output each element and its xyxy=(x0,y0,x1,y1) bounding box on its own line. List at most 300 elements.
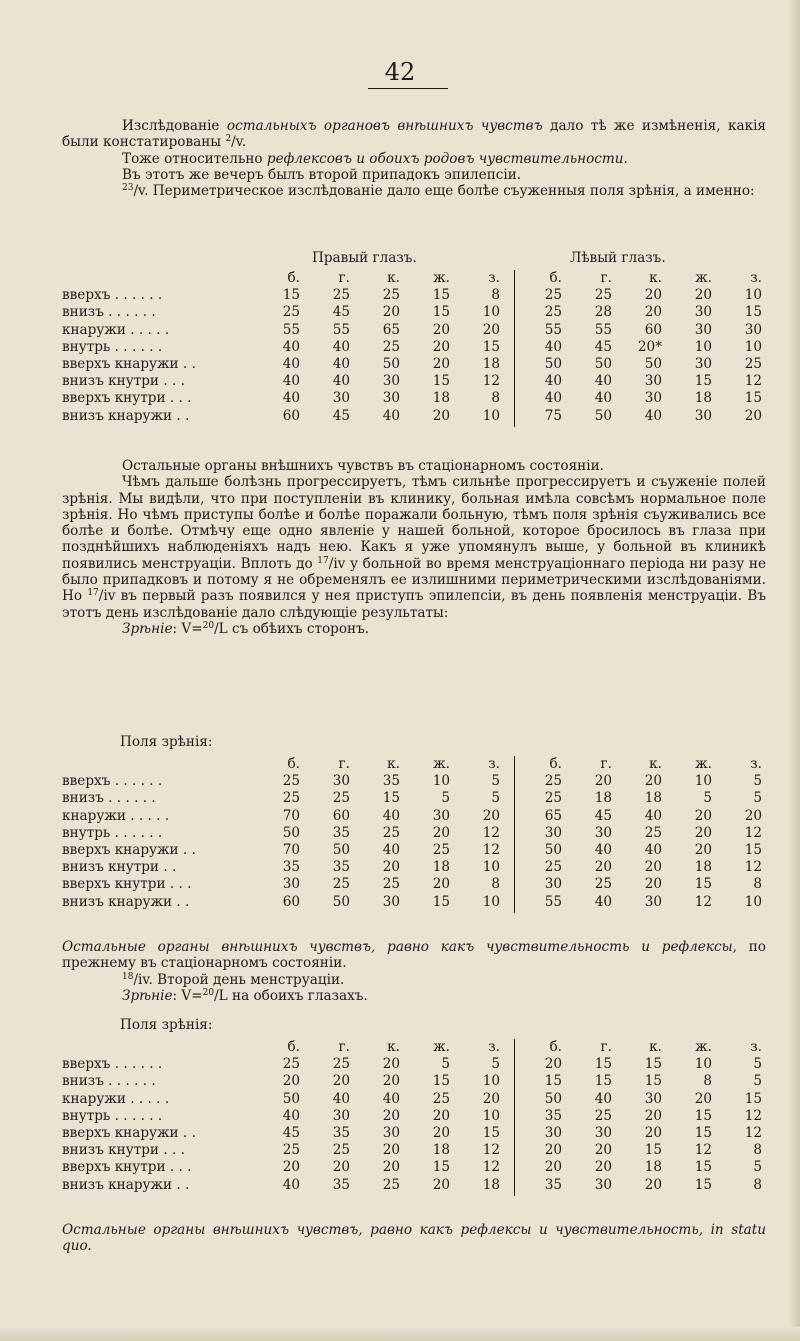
cell-left: 12 xyxy=(744,1125,762,1141)
row-label: внизъ кнаружи . . xyxy=(62,1176,190,1193)
cell-right: 35 xyxy=(332,824,350,841)
table-row xyxy=(62,1091,774,1108)
cell-left: 18 xyxy=(644,1159,662,1176)
page-bottom-shadow xyxy=(0,1327,800,1341)
middle-paragraphs xyxy=(62,458,766,637)
col-header-right-0: б. xyxy=(287,1039,300,1055)
cell-right: 12 xyxy=(482,373,500,390)
table-row xyxy=(62,1073,774,1090)
cell-left: 20 xyxy=(644,773,662,790)
cell-left: 5 xyxy=(753,1056,762,1073)
paragraphs_3-p2: Зрѣніе: V=$^{20}$/L на обоихъ глазахъ. xyxy=(122,987,368,1004)
cell-right: 20 xyxy=(282,1159,300,1176)
cell-right: 15 xyxy=(432,304,450,321)
table-row xyxy=(62,373,774,390)
cell-right: 20 xyxy=(332,1073,350,1090)
paragraphs_1-p1: Тоже относительно рефлексовъ и обоихъ родовъ чувствительности. xyxy=(122,150,628,167)
visual-field-table-1 xyxy=(62,270,774,450)
cell-left: 30 xyxy=(644,893,662,910)
row-label: кнаружи . . . . . xyxy=(62,1090,170,1107)
cell-left: 40 xyxy=(594,1090,612,1107)
cell-left: 15 xyxy=(744,304,762,321)
cell-right: 5 xyxy=(491,773,500,790)
col-header-left-0: б. xyxy=(549,756,562,772)
paragraphs_4-p0: Остальные органы внѣшнихъ чувствъ, равно какъ рефлексы и чувствительность, in statu quo. xyxy=(62,1222,766,1255)
cell-right: 20 xyxy=(482,1090,500,1107)
col-header-left-4: з. xyxy=(750,756,762,772)
cell-left: 15 xyxy=(594,1073,612,1090)
cell-right: 20 xyxy=(432,876,450,893)
cell-left: 75 xyxy=(544,407,562,424)
cell-left: 18 xyxy=(694,859,712,876)
cell-right: 55 xyxy=(282,321,300,338)
cell-right: 40 xyxy=(382,807,400,824)
cell-right: 40 xyxy=(332,356,350,372)
cell-left: 50 xyxy=(644,356,662,372)
table-row xyxy=(62,1142,774,1159)
cell-left: 12 xyxy=(744,859,762,876)
cell-right: 5 xyxy=(441,790,450,807)
cell-left: 12 xyxy=(694,893,712,910)
row-label: кнаружи . . . . . xyxy=(62,321,170,338)
col-header-left-2: к. xyxy=(649,270,662,286)
cell-right: 20 xyxy=(432,1107,450,1124)
row-label: вверхъ кнаружи . . xyxy=(62,356,196,372)
cell-left: 50 xyxy=(544,1090,562,1107)
cell-right: 30 xyxy=(332,390,350,407)
cell-right: 12 xyxy=(482,824,500,841)
table-row xyxy=(62,808,774,825)
row-label: внизъ кнаружи . . xyxy=(62,893,190,910)
cell-left: 20 xyxy=(644,287,662,304)
cell-left: 25 xyxy=(544,287,562,304)
cell-right: 40 xyxy=(282,356,300,372)
cell-left: 30 xyxy=(544,876,562,893)
cell-left: 20 xyxy=(694,824,712,841)
cell-left: 30 xyxy=(644,373,662,390)
table-row xyxy=(62,408,774,425)
cell-right: 70 xyxy=(282,842,300,858)
cell-left: 40 xyxy=(544,338,562,355)
col-header-right-4: з. xyxy=(488,270,500,286)
visual-fields-caption-3: Поля зрѣнія: xyxy=(120,1017,213,1033)
table-row xyxy=(62,1056,774,1073)
cell-right: 20 xyxy=(432,356,450,372)
cell-left: 30 xyxy=(744,321,762,338)
cell-left: 40 xyxy=(544,373,562,390)
cell-right: 20 xyxy=(482,807,500,824)
cell-right: 5 xyxy=(441,1056,450,1073)
table-row xyxy=(62,876,774,893)
paragraphs_2-p1: Чѣмъ дальше болѣзнь прогрессируетъ, тѣмъ сильнѣе прогрессируетъ и съуженіе полей зрѣнія. Мы видѣли, что при поступленіи въ клинику, больная имѣла совсѣмъ нормальное поле зрѣнія. Но чѣмъ приступы болѣе и болѣе поражали больную, тѣмъ поля зрѣнія съуживались все болѣе и болѣе. Отмѣчу еще одно явленіе у нашей больной, которое бросилось въ глаза при позднѣйшихъ наблюденіяхъ надъ нею. Какъ я уже упомянулъ выше, у больной въ клиникѣ появились менструаціи. Вплоть до $^{17}$/iv у больной во время менструаціоннаго періода ни разу не было припадковъ и потому я не обременялъ ее излишними периметрическими изслѣдованіями. Но $^{17}$/iv въ первый разъ появился у нея приступъ эпилепсіи, въ день появленія менструаціи. Въ этотъ день изслѣдованіе дало слѣдующіе результаты: xyxy=(62,474,766,621)
col-header-left-4: з. xyxy=(750,1039,762,1055)
cell-left: 20 xyxy=(644,876,662,893)
cell-left: 40 xyxy=(644,407,662,424)
col-header-left-1: г. xyxy=(600,270,612,286)
cell-left: 30 xyxy=(594,1176,612,1193)
cell-right: 10 xyxy=(482,304,500,321)
eye-divider-line xyxy=(514,1039,515,1196)
cell-left: 5 xyxy=(753,773,762,790)
cell-left: 20 xyxy=(544,1159,562,1176)
cell-right: 40 xyxy=(282,373,300,390)
table-row xyxy=(62,339,774,356)
cell-left: 30 xyxy=(694,407,712,424)
cell-left: 15 xyxy=(594,1056,612,1073)
col-header-right-0: б. xyxy=(287,270,300,286)
cell-left: 15 xyxy=(644,1142,662,1159)
cell-left: 15 xyxy=(694,373,712,390)
col-header-right-1: г. xyxy=(338,270,350,286)
col-header-left-3: ж. xyxy=(695,756,712,772)
cell-left: 20 xyxy=(694,842,712,858)
cell-right: 15 xyxy=(282,287,300,304)
col-header-right-4: з. xyxy=(488,756,500,772)
cell-right: 25 xyxy=(282,304,300,321)
row-label: вверхъ . . . . . . xyxy=(62,1056,163,1073)
table-row xyxy=(62,1108,774,1125)
closing-paragraph xyxy=(62,1222,766,1255)
cell-right: 25 xyxy=(332,287,350,304)
cell-right: 20 xyxy=(382,1073,400,1090)
cell-right: 20 xyxy=(432,338,450,355)
row-label: внизъ . . . . . . xyxy=(62,304,156,321)
cell-left: 20 xyxy=(644,1176,662,1193)
cell-left: 50 xyxy=(594,407,612,424)
cell-right: 25 xyxy=(282,790,300,807)
cell-right: 12 xyxy=(482,1159,500,1176)
cell-left: 30 xyxy=(544,824,562,841)
table-row xyxy=(62,322,774,339)
cell-left: 65 xyxy=(544,807,562,824)
cell-right: 20 xyxy=(482,321,500,338)
cell-left: 5 xyxy=(753,790,762,807)
cell-right: 25 xyxy=(282,773,300,790)
cell-left: 20 xyxy=(544,1142,562,1159)
cell-right: 35 xyxy=(382,773,400,790)
col-header-left-3: ж. xyxy=(695,1039,712,1055)
cell-right: 70 xyxy=(282,807,300,824)
row-label: внизъ кнутри . . xyxy=(62,859,177,876)
cell-left: 45 xyxy=(594,807,612,824)
cell-left: 40 xyxy=(594,893,612,910)
col-header-right-1: г. xyxy=(338,1039,350,1055)
col-header-right-3: ж. xyxy=(433,270,450,286)
cell-right: 15 xyxy=(432,893,450,910)
cell-left: 30 xyxy=(694,356,712,372)
cell-right: 10 xyxy=(482,893,500,910)
cell-right: 10 xyxy=(482,859,500,876)
cell-left: 40 xyxy=(644,842,662,858)
cell-left: 15 xyxy=(744,1090,762,1107)
cell-left: 15 xyxy=(744,842,762,858)
cell-right: 20 xyxy=(432,1176,450,1193)
cell-left: 60 xyxy=(644,321,662,338)
cell-right: 30 xyxy=(432,807,450,824)
cell-left: 10 xyxy=(694,338,712,355)
cell-right: 18 xyxy=(432,390,450,407)
table-row xyxy=(62,1159,774,1176)
cell-right: 8 xyxy=(491,287,500,304)
row-label: кнаружи . . . . . xyxy=(62,807,170,824)
cell-right: 40 xyxy=(332,373,350,390)
cell-left: 25 xyxy=(594,1107,612,1124)
col-header-right-0: б. xyxy=(287,756,300,772)
col-header-right-1: г. xyxy=(338,756,350,772)
cell-left: 15 xyxy=(694,1176,712,1193)
cell-right: 25 xyxy=(332,876,350,893)
cell-right: 25 xyxy=(332,1056,350,1073)
paragraphs_1-p2: Въ этотъ же вечеръ былъ второй припадокъ эпилепсіи. xyxy=(122,166,522,183)
cell-left: 8 xyxy=(703,1073,712,1090)
cell-right: 5 xyxy=(491,790,500,807)
cell-left: 15 xyxy=(694,876,712,893)
table-header-row xyxy=(62,270,774,287)
cell-right: 45 xyxy=(282,1125,300,1141)
cell-left: 20 xyxy=(644,1125,662,1141)
cell-right: 10 xyxy=(482,1107,500,1124)
cell-right: 20 xyxy=(382,1142,400,1159)
cell-left: 40 xyxy=(594,390,612,407)
col-header-right-2: к. xyxy=(387,270,400,286)
table-row xyxy=(62,894,774,911)
cell-right: 65 xyxy=(382,321,400,338)
row-label: вверхъ кнутри . . . xyxy=(62,1159,192,1176)
cell-left: 35 xyxy=(544,1176,562,1193)
table-row xyxy=(62,304,774,321)
cell-left: 20* xyxy=(637,338,662,355)
row-label: внизъ кнутри . . . xyxy=(62,1142,185,1159)
cell-left: 20 xyxy=(644,304,662,321)
cell-left: 55 xyxy=(544,321,562,338)
cell-right: 20 xyxy=(382,859,400,876)
cell-right: 50 xyxy=(332,842,350,858)
row-label: внизъ кнаружи . . xyxy=(62,407,190,424)
cell-right: 40 xyxy=(382,407,400,424)
cell-left: 5 xyxy=(753,1073,762,1090)
cell-right: 25 xyxy=(332,1142,350,1159)
row-label: внизъ кнутри . . . xyxy=(62,373,185,390)
cell-right: 25 xyxy=(282,1056,300,1073)
cell-left: 50 xyxy=(594,356,612,372)
cell-right: 50 xyxy=(382,356,400,372)
cell-left: 25 xyxy=(544,773,562,790)
cell-left: 50 xyxy=(544,842,562,858)
cell-right: 15 xyxy=(482,338,500,355)
cell-right: 25 xyxy=(382,876,400,893)
cell-right: 15 xyxy=(482,1125,500,1141)
post-table-2-paragraphs xyxy=(62,939,766,1004)
cell-right: 60 xyxy=(282,407,300,424)
left-eye-header: Лѣвый глазъ. xyxy=(570,250,666,266)
cell-right: 35 xyxy=(282,859,300,876)
col-header-right-2: к. xyxy=(387,756,400,772)
cell-left: 55 xyxy=(544,893,562,910)
cell-left: 30 xyxy=(594,1125,612,1141)
row-label: вверхъ кнутри . . . xyxy=(62,390,192,407)
table-row xyxy=(62,1125,774,1142)
cell-left: 5 xyxy=(703,790,712,807)
cell-left: 8 xyxy=(753,1142,762,1159)
cell-right: 25 xyxy=(382,824,400,841)
cell-left: 25 xyxy=(544,859,562,876)
cell-right: 20 xyxy=(432,407,450,424)
page-number: 42 xyxy=(384,58,416,86)
table-row xyxy=(62,825,774,842)
cell-left: 20 xyxy=(644,1107,662,1124)
cell-left: 10 xyxy=(744,893,762,910)
row-label: вверхъ кнаружи . . xyxy=(62,842,196,858)
cell-right: 40 xyxy=(282,338,300,355)
row-label: внутрь . . . . . . xyxy=(62,338,163,355)
cell-left: 30 xyxy=(644,1090,662,1107)
row-label: вверхъ . . . . . . xyxy=(62,773,163,790)
cell-left: 25 xyxy=(744,356,762,372)
cell-right: 18 xyxy=(432,859,450,876)
cell-left: 28 xyxy=(594,304,612,321)
cell-right: 40 xyxy=(282,1176,300,1193)
cell-left: 25 xyxy=(644,824,662,841)
cell-right: 45 xyxy=(332,407,350,424)
col-header-left-2: к. xyxy=(649,756,662,772)
table-row xyxy=(62,859,774,876)
cell-left: 25 xyxy=(544,304,562,321)
cell-left: 40 xyxy=(594,373,612,390)
cell-right: 20 xyxy=(432,321,450,338)
cell-right: 12 xyxy=(482,842,500,858)
col-header-left-3: ж. xyxy=(695,270,712,286)
col-header-left-1: г. xyxy=(600,756,612,772)
cell-right: 25 xyxy=(382,338,400,355)
cell-right: 35 xyxy=(332,1176,350,1193)
cell-left: 20 xyxy=(594,859,612,876)
cell-right: 12 xyxy=(482,1142,500,1159)
table-header-row xyxy=(62,756,774,773)
row-label: вверхъ . . . . . . xyxy=(62,287,163,304)
cell-left: 10 xyxy=(694,1056,712,1073)
cell-left: 20 xyxy=(744,407,762,424)
visual-fields-caption-2: Поля зрѣнія: xyxy=(120,734,213,750)
cell-right: 15 xyxy=(432,1159,450,1176)
cell-right: 50 xyxy=(332,893,350,910)
cell-right: 25 xyxy=(332,790,350,807)
cell-right: 10 xyxy=(482,1073,500,1090)
cell-right: 50 xyxy=(282,1090,300,1107)
cell-left: 10 xyxy=(694,773,712,790)
cell-right: 18 xyxy=(482,1176,500,1193)
cell-right: 35 xyxy=(332,1125,350,1141)
cell-left: 5 xyxy=(753,1159,762,1176)
col-header-left-2: к. xyxy=(649,1039,662,1055)
cell-right: 60 xyxy=(332,807,350,824)
cell-right: 8 xyxy=(491,876,500,893)
cell-left: 15 xyxy=(644,1073,662,1090)
cell-left: 25 xyxy=(594,287,612,304)
cell-right: 30 xyxy=(382,893,400,910)
cell-left: 20 xyxy=(594,773,612,790)
cell-right: 18 xyxy=(482,356,500,372)
cell-left: 20 xyxy=(694,1090,712,1107)
table-row xyxy=(62,390,774,407)
table-row xyxy=(62,1177,774,1194)
page-edge-shadow xyxy=(788,0,800,1341)
cell-right: 5 xyxy=(491,1056,500,1073)
cell-left: 12 xyxy=(744,373,762,390)
paragraphs_1-p3: $^{23}$/v. Периметрическое изслѣдованіе дало еще болѣе съуженныя поля зрѣнія, а именно: xyxy=(122,183,755,200)
col-header-right-2: к. xyxy=(387,1039,400,1055)
cell-right: 20 xyxy=(382,1107,400,1124)
cell-right: 45 xyxy=(332,304,350,321)
cell-left: 15 xyxy=(694,1107,712,1124)
cell-right: 20 xyxy=(382,304,400,321)
cell-right: 15 xyxy=(382,790,400,807)
paragraphs_1-p0: Изслѣдованіе остальныхъ органовъ внѣшнихъ чувствъ дало тѣ же измѣненія, какія были констатированы $^2$/v. xyxy=(62,118,767,151)
cell-right: 30 xyxy=(382,390,400,407)
eye-divider-line xyxy=(514,756,515,913)
cell-right: 20 xyxy=(382,1056,400,1073)
cell-right: 25 xyxy=(432,1090,450,1107)
cell-left: 15 xyxy=(644,1056,662,1073)
cell-right: 30 xyxy=(332,773,350,790)
visual-field-table-3 xyxy=(62,1039,774,1219)
cell-right: 40 xyxy=(332,1090,350,1107)
cell-right: 10 xyxy=(432,773,450,790)
paragraphs_2-p0: Остальные органы внѣшнихъ чувствъ въ стаціонарномъ состояніи. xyxy=(122,458,604,474)
table-row xyxy=(62,356,774,373)
table-row xyxy=(62,790,774,807)
cell-right: 25 xyxy=(382,1176,400,1193)
paragraphs_2-p2: Зрѣніе: V=$^{20}$/L съ обѣихъ сторонъ. xyxy=(122,620,370,637)
cell-right: 8 xyxy=(491,390,500,407)
cell-right: 40 xyxy=(282,1107,300,1124)
row-label: внизъ . . . . . . xyxy=(62,1073,156,1090)
cell-right: 60 xyxy=(282,893,300,910)
cell-right: 25 xyxy=(432,842,450,858)
cell-right: 20 xyxy=(432,824,450,841)
cell-left: 18 xyxy=(694,390,712,407)
col-header-right-3: ж. xyxy=(433,756,450,772)
cell-right: 15 xyxy=(432,287,450,304)
cell-right: 40 xyxy=(382,842,400,858)
cell-right: 10 xyxy=(482,407,500,424)
cell-right: 50 xyxy=(282,824,300,841)
row-label: внизъ . . . . . . xyxy=(62,790,156,807)
cell-left: 15 xyxy=(744,390,762,407)
col-header-right-4: з. xyxy=(488,1039,500,1055)
cell-left: 20 xyxy=(544,1056,562,1073)
cell-left: 30 xyxy=(594,824,612,841)
right-eye-header: Правый глазъ. xyxy=(312,250,417,266)
table-header-row xyxy=(62,1039,774,1056)
cell-right: 40 xyxy=(382,1090,400,1107)
cell-left: 18 xyxy=(644,790,662,807)
cell-right: 20 xyxy=(432,1125,450,1141)
cell-right: 18 xyxy=(432,1142,450,1159)
paragraphs_3-p0: Остальные органы внѣшнихъ чувствъ, равно какъ чувствительность и рефлексы, по прежнему въ стаціонарномъ состояніи. xyxy=(62,939,766,972)
cell-left: 20 xyxy=(694,287,712,304)
cell-left: 20 xyxy=(694,807,712,824)
cell-left: 12 xyxy=(694,1142,712,1159)
cell-left: 12 xyxy=(744,824,762,841)
table-row xyxy=(62,773,774,790)
cell-right: 15 xyxy=(432,1073,450,1090)
cell-right: 55 xyxy=(332,321,350,338)
cell-left: 8 xyxy=(753,1176,762,1193)
intro-paragraphs xyxy=(62,118,766,199)
cell-left: 18 xyxy=(594,790,612,807)
row-label: внутрь . . . . . . xyxy=(62,1107,163,1124)
cell-right: 40 xyxy=(332,338,350,355)
